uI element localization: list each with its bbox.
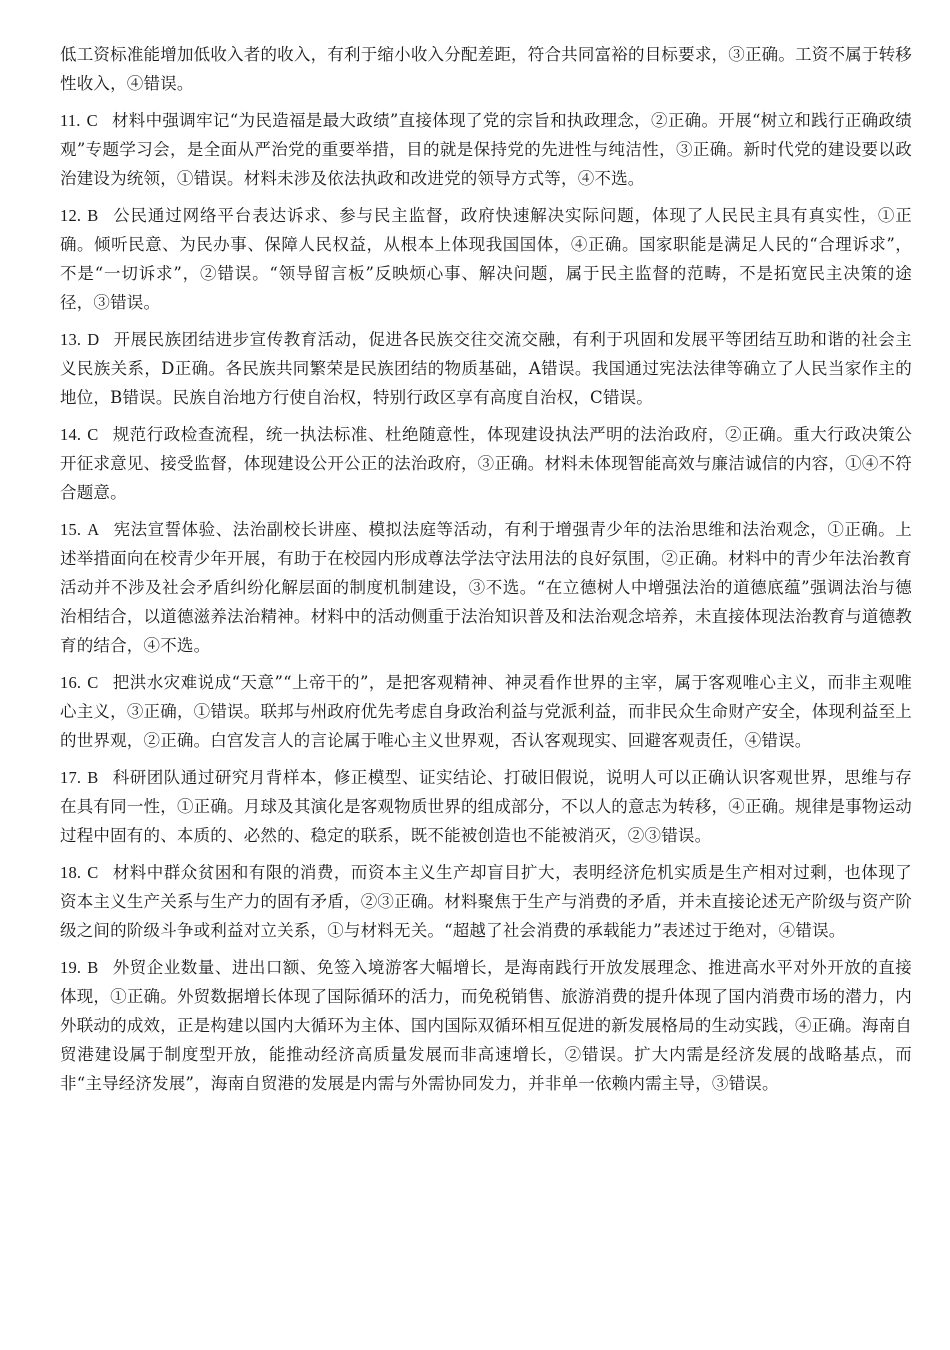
explanation-text: 材料中群众贫困和有限的消费，而资本主义生产却盲目扩大，表明经济危机实质是生产相对过剩，也体现了资本主义生产关系与生产力的固有矛盾，②③正确。材料聚焦于生产与消费的矛盾，并未直接论述无产阶级与资产阶级之间的阶级斗争或利益对立关系，①与材料无关。“超越了社会消费的承载能力”表述过于绝对，④错误。 (60, 863, 912, 940)
answer-letter: C (87, 425, 99, 444)
question-explanation (60, 420, 912, 507)
question-explanation (60, 953, 912, 1098)
explanation-text: 外贸企业数量、进出口额、免签入境游客大幅增长，是海南践行开放发展理念、推进高水平对外开放的直接体现，①正确。外贸数据增长体现了国际循环的活力，而免税销售、旅游消费的提升体现了国内消费市场的潜力，内外联动的成效，正是构建以国内大循环为主体、国内国际双循环相互促进的新发展格局的生动实践，④正确。海南自贸港建设属于制度型开放，能推动经济高质量发展而非高速增长，②错误。扩大内需是经济发展的战略基点，而非“主导经济发展”，海南自贸港的发展是内需与外需协同发力，并非单一依赖内需主导，③错误。 (60, 958, 912, 1093)
explanation-text: 规范行政检查流程，统一执法标准、杜绝随意性，体现建设执法严明的法治政府，②正确。重大行政决策公开征求意见、接受监督，体现建设公开公正的法治政府，③正确。材料未体现智能高效与廉洁诚信的内容，①④不符合题意。 (60, 425, 912, 502)
answer-letter: C (87, 863, 99, 882)
answer-letter: B (87, 206, 99, 225)
question-number: 18. (60, 863, 82, 882)
question-list (60, 106, 912, 1098)
explanation-text: 材料中强调牢记“为民造福是最大政绩”直接体现了党的宗旨和执政理念，②正确。开展“树立和践行正确政绩观”专题学习会，是全面从严治党的重要举措，目的就是保持党的先进性与纯洁性，③正确。新时代党的建设要以政治建设为统领，①错误。材料未涉及依法执政和改进党的领导方式等，④不选。 (60, 111, 912, 188)
answer-explanation-page (60, 40, 912, 1106)
question-number: 13. (60, 330, 82, 349)
continued-paragraph: 低工资标准能增加低收入者的收入，有利于缩小收入分配差距，符合共同富裕的目标要求，③正确。工资不属于转移性收入，④错误。 (60, 45, 912, 93)
question-number: 11. (60, 111, 81, 130)
answer-letter: D (87, 330, 100, 349)
question-number: 19. (60, 958, 82, 977)
answer-letter: C (86, 111, 98, 130)
question-explanation (60, 668, 912, 755)
question-explanation (60, 325, 912, 412)
answer-letter: B (87, 768, 99, 787)
answer-letter: B (87, 958, 99, 977)
explanation-text: 开展民族团结进步宣传教育活动，促进各民族交往交流交融，有利于巩固和发展平等团结互助和谐的社会主义民族关系，D正确。各民族共同繁荣是民族团结的物质基础，A错误。我国通过宪法法律等确立了人民当家作主的地位，B错误。民族自治地方行使自治权，特别行政区享有高度自治权，C错误。 (60, 330, 912, 407)
explanation-text: 公民通过网络平台表达诉求、参与民主监督，政府快速解决实际问题，体现了人民民主具有真实性，①正确。倾听民意、为民办事、保障人民权益，从根本上体现我国国体，④正确。国家职能是满足人民的“合理诉求”，不是“一切诉求”，②错误。“领导留言板”反映烦心事、解决问题，属于民主监督的范畴，不是拓宽民主决策的途径，③错误。 (60, 206, 912, 312)
question-explanation (60, 763, 912, 850)
question-number: 14. (60, 425, 82, 444)
explanation-text: 科研团队通过研究月背样本，修正模型、证实结论、打破旧假说，说明人可以正确认识客观世界，思维与存在具有同一性，①正确。月球及其演化是客观物质世界的组成部分，不以人的意志为转移，④正确。规律是事物运动过程中固有的、本质的、必然的、稳定的联系，既不能被创造也不能被消灭，②③错误。 (60, 768, 912, 845)
question-explanation (60, 858, 912, 945)
question-number: 12. (60, 206, 82, 225)
question-number: 17. (60, 768, 82, 787)
question-number: 15. (60, 520, 82, 539)
answer-letter: A (87, 520, 100, 539)
question-explanation (60, 515, 912, 660)
question-number: 16. (60, 673, 82, 692)
answer-letter: C (87, 673, 99, 692)
explanation-text: 宪法宣誓体验、法治副校长讲座、模拟法庭等活动，有利于增强青少年的法治思维和法治观念，①正确。上述举措面向在校青少年开展，有助于在校园内形成尊法学法守法用法的良好氛围，②正确。材料中的青少年法治教育活动并不涉及社会矛盾纠纷化解层面的制度机制建设，③不选。“在立德树人中增强法治的道德底蕴”强调法治与德治相结合，以道德滋养法治精神。材料中的活动侧重于法治知识普及和法治观念培养，未直接体现法治教育与道德教育的结合，④不选。 (60, 520, 912, 655)
question-explanation (60, 106, 912, 193)
question-explanation (60, 201, 912, 317)
explanation-text: 把洪水灾难说成“天意”“上帝干的”，是把客观精神、神灵看作世界的主宰，属于客观唯心主义，而非主观唯心主义，③正确，①错误。联邦与州政府优先考虑自身政治利益与党派利益，而非民众生命财产安全，体现利益至上的世界观，②正确。白宫发言人的言论属于唯心主义世界观，否认客观现实、回避客观责任，④错误。 (60, 673, 912, 750)
